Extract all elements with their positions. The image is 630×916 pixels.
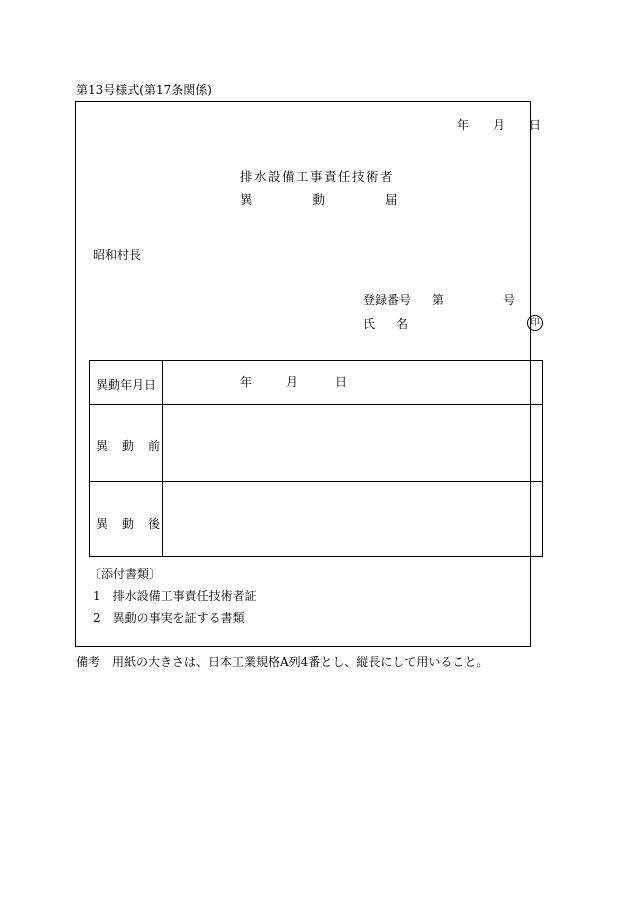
label-char: 前 [148, 439, 161, 453]
addressee: 昭和村長 [93, 248, 142, 262]
title-char: 動 [312, 192, 326, 207]
registration-suffix: 号 [503, 293, 516, 307]
applicant-name-row [363, 318, 408, 330]
attachment-number: 2 [93, 611, 101, 625]
column-divider [162, 361, 163, 556]
remarks-label: 備考 [76, 655, 101, 669]
date-day: 日 [529, 118, 542, 132]
change-date-year: 年 [240, 375, 253, 389]
form-subtitle [240, 194, 398, 207]
row-label-change-date: 異動年月日 [96, 378, 157, 392]
table-row [90, 404, 542, 482]
registration-number-row [363, 294, 515, 306]
title-char: 異 [240, 192, 253, 207]
title-char: 届 [385, 192, 398, 207]
attachments-heading: 〔添付書類〕 [89, 567, 162, 581]
registration-prefix: 第 [432, 293, 445, 307]
change-details-table [89, 360, 543, 557]
attachment-number: 1 [93, 589, 101, 603]
seal-mark-icon: 印 [527, 315, 543, 331]
registration-label: 登録番号 [363, 293, 412, 307]
label-char: 動 [122, 439, 135, 453]
attachment-text: 排水設備工事責任技術者証 [112, 589, 257, 603]
label-char: 動 [122, 517, 135, 531]
date-year: 年 [457, 118, 470, 132]
attachment-item [93, 590, 257, 602]
label-char: 後 [148, 517, 161, 531]
row-label-before-change [96, 437, 160, 454]
label-char: 異 [96, 517, 109, 531]
label-char: 異 [96, 439, 109, 453]
change-date-month: 月 [286, 375, 299, 389]
change-date-day: 日 [335, 375, 348, 389]
name-label-char: 名 [396, 317, 409, 331]
remarks-text: 用紙の大きさは、日本工業規格A列4番とし、縦長にして用いること。 [112, 655, 489, 669]
attachment-text: 異動の事実を証する書類 [112, 611, 245, 625]
submission-date [457, 119, 541, 131]
table-row [90, 481, 542, 558]
attachment-item [93, 612, 245, 624]
form-number: 第13号様式(第17条関係) [76, 83, 212, 97]
date-month: 月 [493, 118, 506, 132]
form-title: 排水設備工事責任技術者 [240, 169, 395, 184]
row-label-after-change [96, 515, 160, 532]
remarks-note [76, 656, 488, 668]
table-row [90, 361, 542, 404]
name-label-char: 氏 [363, 317, 376, 331]
